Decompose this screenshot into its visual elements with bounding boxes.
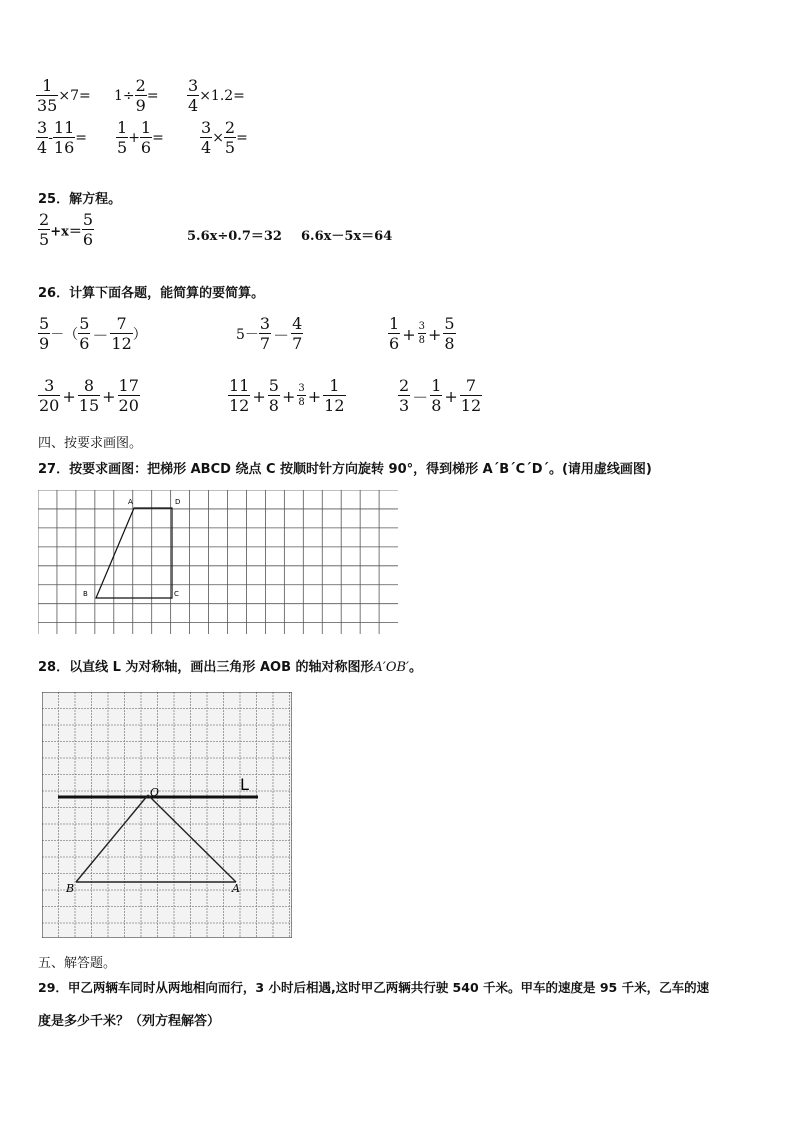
section-5-heading: 五、解答题。 (38, 956, 117, 971)
grid-figure-27 (38, 490, 400, 640)
fraction: $\frac{5}{6}$ (82, 210, 94, 249)
fraction: $\frac{8}{15}$ (78, 376, 100, 415)
grid-lines (38, 490, 398, 634)
label-a: A (232, 882, 240, 895)
calc-b: 5－ $\frac{3}{7}$ － $\frac{4}{7}$ (236, 314, 303, 353)
fraction: $\frac{4}{7}$ (292, 314, 303, 353)
fraction: $\frac{3}{4}$ (37, 118, 48, 157)
fraction: $\frac{11}{12}$ (229, 376, 250, 415)
oral-item-2: 1÷ $\frac{2}{9}$ = (114, 76, 159, 115)
label-c: C (174, 590, 179, 598)
fraction: $\frac{2}{9}$ (135, 76, 146, 115)
fraction: $\frac{1}{6}$ (140, 118, 152, 157)
fraction: $\frac{2}{5}$ (39, 210, 50, 249)
fraction: $\frac{17}{20}$ (118, 376, 139, 415)
grid-figure-28 (42, 692, 292, 938)
calc-d: $\frac{3}{20}$ + $\frac{8}{15}$ + $\frac{17}{20}$ (39, 376, 139, 415)
fraction: $\frac{5}{6}$ (79, 314, 90, 353)
calc-c: $\frac{1}{6}$ + $\frac{3}{8}$ + $\frac{5}{8}$ (389, 314, 455, 353)
question-27-title: 27．按要求画图：把梯形 ABCD 绕点 C 按顺时针方向旋转 90°，得到梯形 A´B´C´D´。(请用虚线画图) (38, 462, 652, 477)
fraction: $\frac{3}{4}$ (188, 76, 199, 115)
oral-item-5: $\frac{1}{5}$ + $\frac{1}{6}$ = (117, 118, 164, 157)
fraction: $\frac{5}{9}$ (39, 314, 50, 353)
fraction: $\frac{7}{12}$ (460, 376, 482, 415)
question-28-title: 28．以直线 L 为对称轴，画出三角形 AOB 的轴对称图形A′OB′。 (38, 660, 423, 675)
question-29-line-2: 度是多少千米？（列方程解答） (38, 1014, 221, 1029)
fraction: $\frac{1}{6}$ (389, 314, 400, 353)
fraction: $\frac{5}{8}$ (268, 376, 279, 415)
fraction: $\frac{2}{5}$ (224, 118, 236, 157)
fraction: $\frac{1}{35}$ (37, 76, 58, 115)
oral-item-3: $\frac{3}{4}$ ×1.2= (188, 76, 245, 115)
calc-e: $\frac{11}{12}$ + $\frac{5}{8}$ + $\frac{3}{8}$ + $\frac{1}{12}$ (229, 376, 345, 415)
oral-item-1: $\frac{1}{35}$ ×7= (37, 76, 91, 115)
fraction: $\frac{3}{7}$ (259, 314, 271, 353)
label-l: L (240, 775, 249, 794)
question-29-line-1: 29．甲乙两辆车同时从两地相向而行，3 小时后相遇,这时甲乙两辆共行驶 540 千米。甲车的速度是 95 千米，乙车的速 (38, 980, 710, 995)
equation-1: $\frac{2}{5}$ +x＝ $\frac{5}{6}$ (39, 210, 94, 249)
equation-2: 5.6x÷0.7＝32 (187, 229, 282, 244)
question-26-title: 26．计算下面各题，能简算的要简算。 (38, 286, 265, 301)
calc-f: $\frac{2}{3}$ － $\frac{1}{8}$ + $\frac{7}{12}$ (399, 376, 482, 415)
equation-3: 6.6x－5x＝64 (301, 229, 393, 244)
oral-item-6: $\frac{3}{4}$ × $\frac{2}{5}$ = (201, 118, 248, 157)
fraction: $\frac{1}{8}$ (431, 376, 442, 415)
fraction: $\frac{3}{20}$ (39, 376, 60, 415)
fraction: $\frac{3}{8}$ (298, 383, 305, 408)
label-b: B (66, 882, 75, 895)
label-a: A (128, 498, 133, 506)
fraction: $\frac{7}{12}$ (111, 314, 132, 353)
fraction: $\frac{1}{12}$ (324, 376, 345, 415)
fraction: $\frac{3}{8}$ (418, 321, 425, 346)
fraction: $\frac{11}{16}$ (53, 118, 75, 157)
fraction: $\frac{1}{5}$ (117, 118, 128, 157)
oral-item-4: $\frac{3}{4}$ - $\frac{11}{16}$ = (37, 118, 88, 157)
question-25-title: 25．解方程。 (38, 192, 122, 207)
label-b: B (83, 590, 88, 598)
fraction: $\frac{3}{4}$ (201, 118, 212, 157)
calc-a: $\frac{5}{9}$ －（ $\frac{5}{6}$ － $\frac{7}{12}$ ） (39, 314, 147, 353)
fraction: $\frac{2}{3}$ (399, 376, 410, 415)
label-d: D (175, 498, 181, 506)
label-o: O (150, 786, 160, 799)
fraction: $\frac{5}{8}$ (444, 314, 455, 353)
section-4-heading: 四、按要求画图。 (38, 436, 143, 451)
